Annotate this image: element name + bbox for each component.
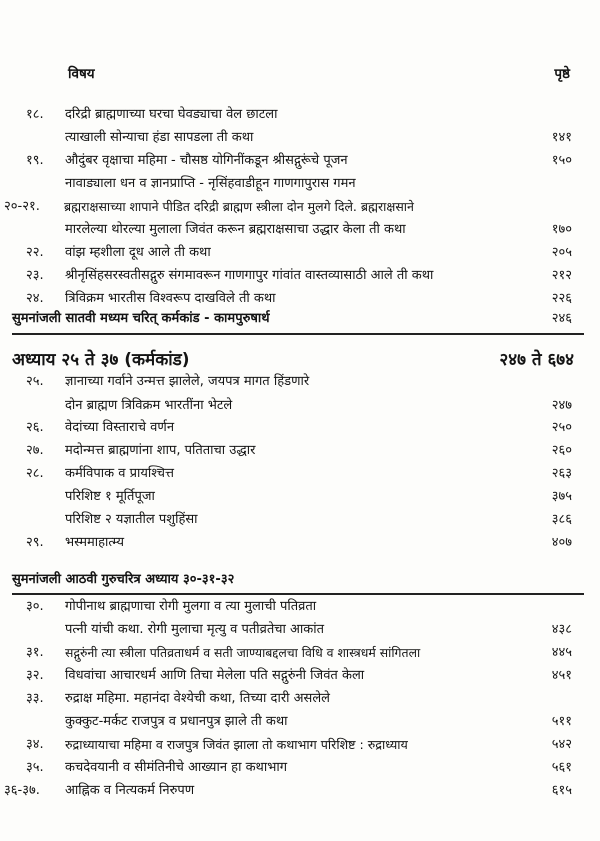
- entry-number: १८.: [26, 107, 44, 122]
- section-title: सुमनांजली सातवी मध्यम चरित् कर्मकांड - कामपुरुषार्थ: [12, 311, 270, 326]
- entry-text: मदोन्मत्त ब्राह्मणांना शाप, पतिताचा उद्धार: [65, 443, 256, 458]
- entry-page: २२६: [551, 291, 572, 306]
- toc-entry-20-21: [0, 195, 600, 219]
- toc-entry-23: [0, 264, 600, 288]
- entry-text: दरिद्री ब्राह्मणाच्या घरचा घेवड्याचा वेल छाटला: [65, 107, 278, 122]
- entry-text: कर्मविपाक व प्रायश्चित्त: [65, 466, 175, 481]
- entry-page: २४७: [551, 398, 572, 413]
- toc-entry-22: [0, 241, 600, 265]
- entry-number: २९.: [26, 535, 44, 550]
- toc-entry-33: [0, 687, 600, 711]
- entry-text: ब्रह्मराक्षसाच्या शापाने पीडित दरिद्री ब्राह्मण स्त्रीला दोन मुलगे दिले. ब्रह्मराक्षसाने: [64, 199, 414, 214]
- section-page: २४६: [551, 311, 572, 326]
- section-title: सुमनांजली आठवी गुरुचरित्र अध्याय ३०-३१-३२: [12, 572, 235, 587]
- entry-number: २३.: [26, 268, 44, 283]
- toc-entry-29: [0, 531, 600, 555]
- entry-text: ज्ञानाच्या गर्वाने उन्मत्त झालेले, जयपत्र मागत हिंडणारे: [65, 374, 310, 389]
- entry-text: नावाड्याला धन व ज्ञानप्राप्ति - नृसिंहवाडीहून गाणगापुरास गमन: [65, 176, 356, 191]
- entry-text: विधवांचा आचारधर्म आणि तिचा मेलेला पति सद्गुरुंनी जिवंत केला: [65, 668, 365, 683]
- entry-text: कचदेवयानी व सीमंतिनीचे आख्यान हा कथाभाग: [65, 760, 288, 775]
- toc-entry-32: [0, 664, 600, 688]
- toc-entry-30: [0, 595, 600, 619]
- entry-page: ५६१: [551, 760, 572, 775]
- entry-text: त्याखाली सोन्याचा हंडा सापडला ती कथा: [65, 130, 254, 145]
- entry-page: २५०: [551, 420, 572, 435]
- divider: [12, 333, 584, 335]
- entry-text: रुद्राक्ष महिमा. महानंदा वेश्येची कथा, तिच्या दारी असलेले: [65, 691, 330, 706]
- toc-entry-20-21-cont: [0, 218, 600, 242]
- entry-number: २४.: [26, 291, 44, 306]
- entry-number: ३५.: [26, 760, 44, 775]
- section-seven-row: [0, 307, 600, 331]
- toc-entry-25-cont: [0, 394, 600, 418]
- entry-text: वेदांच्या विस्ताराचे वर्णन: [65, 420, 175, 435]
- entry-page: ४५१: [551, 668, 572, 683]
- pages-heading: पृष्ठे: [554, 66, 570, 82]
- toc-entry-18-cont: [0, 126, 600, 150]
- subject-heading: विषय: [68, 66, 95, 82]
- toc-entry-33-cont: [0, 710, 600, 734]
- entry-number: ३६-३७.: [4, 783, 40, 798]
- section-eight-row: [0, 568, 600, 592]
- entry-text: आह्निक व नित्यकर्म निरुपण: [65, 783, 195, 798]
- entry-page: ५११: [551, 714, 572, 729]
- entry-text: वांझ म्हशीला दूध आले ती कथा: [65, 245, 211, 260]
- entry-page: ५४२: [551, 737, 572, 752]
- entry-text: दोन ब्राह्मण त्रिविक्रम भारतींना भेटले: [65, 398, 233, 413]
- entry-page: १७०: [551, 222, 572, 237]
- toc-entry-35: [0, 756, 600, 780]
- entry-number: १९.: [26, 153, 44, 168]
- entry-number: ३४.: [26, 737, 44, 752]
- entry-page: १५०: [551, 153, 572, 168]
- toc-entry-28-appendix-1: [0, 485, 600, 509]
- entry-page: ४३८: [551, 622, 572, 637]
- entry-page: २६०: [551, 443, 572, 458]
- entry-text: रुद्राध्यायाचा महिमा व राजपुत्र जिवंत झाला तो कथाभाग परिशिष्ट : रुद्राध्याय: [65, 737, 408, 752]
- entry-number: २८.: [26, 466, 44, 481]
- entry-text: परिशिष्ट १ मूर्तिपूजा: [65, 489, 155, 504]
- entry-number: ३१.: [26, 645, 44, 660]
- chapter-title: अध्याय २५ ते ३७ (कर्मकांड): [12, 350, 190, 370]
- entry-text: परिशिष्ट २ यज्ञातील पशुहिंसा: [65, 512, 198, 527]
- entry-number: २२.: [26, 245, 44, 260]
- entry-page: ६१५: [551, 783, 572, 798]
- entry-page: २१२: [551, 268, 572, 283]
- entry-text: कुक्कुट-मर्कट राजपुत्र व प्रधानपुत्र झाले ती कथा: [65, 714, 288, 729]
- entry-text: सद्गुरुंनी त्या स्त्रीला पतिव्रताधर्म व सती जाण्याबद्दलचा विधि व शास्त्रधर्म सांगितला: [65, 645, 421, 660]
- entry-number: ३०.: [26, 599, 44, 614]
- toc-entry-28-appendix-2: [0, 508, 600, 532]
- toc-entry-27: [0, 439, 600, 463]
- entry-page: ३८६: [551, 512, 572, 527]
- toc-entry-19-cont: [0, 172, 600, 196]
- entry-page: २६३: [551, 466, 572, 481]
- toc-entry-34: [0, 733, 600, 757]
- entry-number: २६.: [26, 420, 44, 435]
- toc-entry-26: [0, 416, 600, 440]
- chapter-page-range: २४७ ते ६७४: [499, 350, 574, 370]
- toc-entry-18: [0, 103, 600, 127]
- entry-number: २५.: [26, 374, 44, 389]
- entry-number: ३२.: [26, 668, 44, 683]
- entry-text: श्रीनृसिंहसरस्वतीसद्गुरु संगमावरून गाणगापुर गांवांत वास्तव्यासाठी आले ती कथा: [65, 268, 434, 283]
- entry-page: २०५: [551, 245, 572, 260]
- entry-number: ३३.: [26, 691, 44, 706]
- toc-entry-19: [0, 149, 600, 173]
- toc-entry-30-cont: [0, 618, 600, 642]
- entry-page: ४०७: [551, 535, 572, 550]
- entry-page: १४१: [551, 130, 572, 145]
- entry-text: त्रिविक्रम भारतीस विश्वरूप दाखविले ती कथा: [65, 291, 276, 306]
- entry-number: २०-२१.: [4, 199, 40, 214]
- toc-entry-31: [0, 641, 600, 665]
- entry-number: २७.: [26, 443, 44, 458]
- entry-page: ४४५: [551, 645, 572, 660]
- toc-entry-25: [0, 370, 600, 394]
- entry-text: मारलेल्या थोरल्या मुलाला जिवंत करून ब्रह्मराक्षसाचा उद्धार केला ती कथा: [65, 222, 406, 237]
- toc-entry-36-37: [0, 779, 600, 803]
- toc-entry-28: [0, 462, 600, 486]
- entry-text: पत्नी यांची कथा. रोगी मुलाचा मृत्यु व पतीव्रतेचा आकांत: [65, 622, 325, 637]
- entry-text: भस्ममाहात्म्य: [65, 535, 125, 550]
- entry-text: औदुंबर वृक्षाचा महिमा - चौसष्ठ योगिनींकडून श्रीसद्गुरूंचे पूजन: [65, 153, 348, 168]
- entry-page: ३७५: [551, 489, 572, 504]
- entry-text: गोपीनाथ ब्राह्मणाचा रोगी मुलगा व त्या मुलाची पतिव्रता: [65, 599, 317, 614]
